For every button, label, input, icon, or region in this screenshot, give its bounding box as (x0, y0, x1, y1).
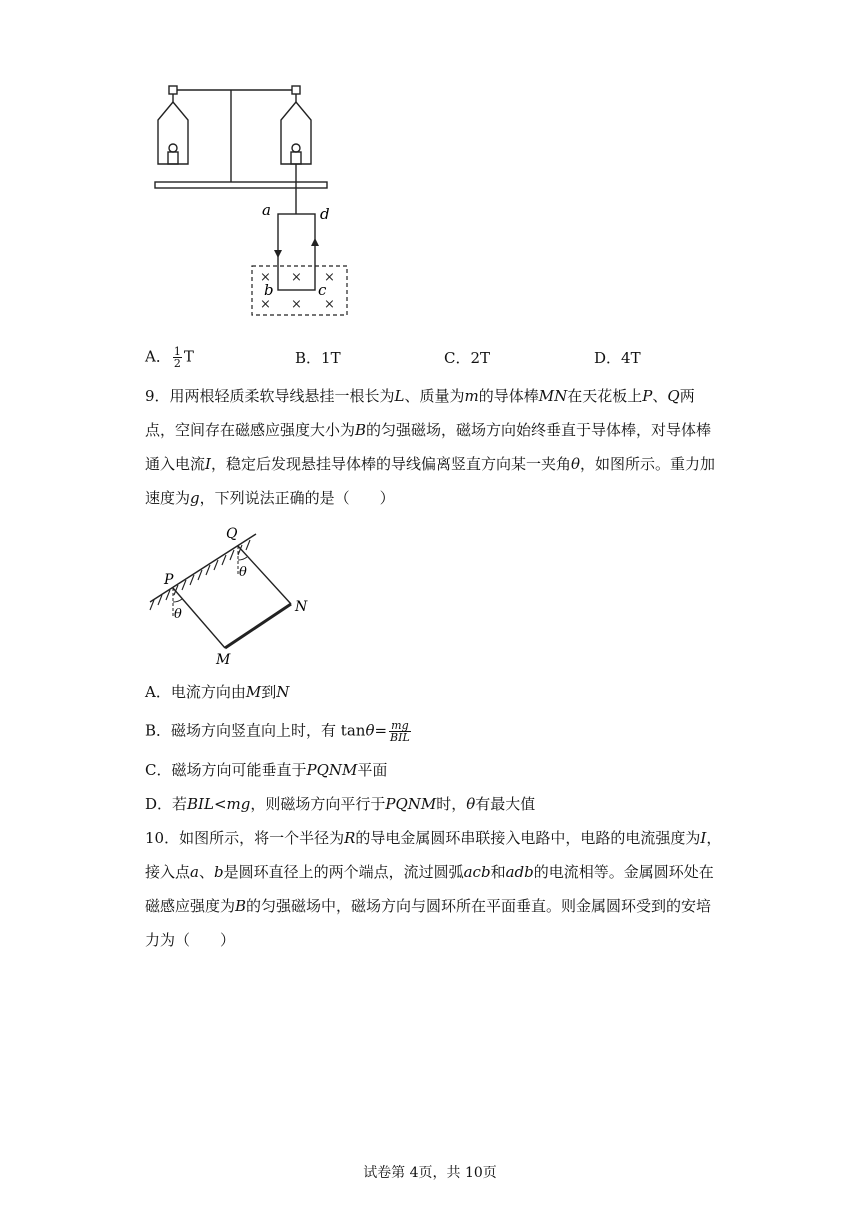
text: ， (706, 829, 722, 847)
text: 的导电金属圆环串联接入电路中，电路的电流强度为 (355, 829, 701, 847)
var-B: B (355, 421, 367, 439)
var-adb: adb (505, 863, 534, 881)
field-cross: × (260, 270, 271, 285)
text: 速度为 (145, 489, 191, 507)
q8-option-d: D．4T (594, 349, 641, 367)
label-theta: θ (239, 565, 247, 580)
text: 两 (679, 387, 695, 405)
var-I: I (205, 455, 211, 473)
text: D．若 (145, 795, 188, 813)
var-acb: acb (463, 863, 491, 881)
var-a: a (190, 863, 199, 881)
q8-option-a (145, 346, 194, 369)
var-theta: θ (466, 795, 476, 813)
expr: BIL<mg (187, 795, 251, 813)
denominator: 2 (173, 357, 181, 370)
numerator: mg (389, 720, 411, 732)
field-cross: × (324, 297, 335, 312)
q10-line-3 (145, 896, 711, 916)
var-M: M (245, 683, 262, 701)
label-b: b (264, 281, 274, 299)
var-I: I (700, 829, 707, 847)
q9-line-1 (145, 386, 695, 406)
var-g: g (190, 489, 200, 507)
q10-line-1 (145, 828, 721, 848)
text: 平面 (357, 761, 388, 779)
label-P: P (164, 572, 174, 588)
fraction (173, 346, 182, 369)
text: 的导体棒 (478, 387, 539, 405)
field-cross: × (291, 270, 302, 285)
var-B: B (235, 897, 247, 915)
text: 时， (436, 795, 467, 813)
text: 通入电流 (145, 455, 206, 473)
option-prefix: A． (145, 347, 171, 366)
q10-line-4: 力为（ ） (145, 931, 236, 949)
var-PQNM: PQNM (385, 795, 437, 813)
text: 到 (261, 683, 277, 701)
label-M: M (216, 652, 231, 668)
text: 9．用两根轻质柔软导线悬挂一根长为 (145, 387, 395, 405)
var-R: R (344, 829, 356, 847)
denominator: BIL (390, 731, 410, 744)
text: ，下列说法正确的是（ ） (199, 489, 395, 507)
numerator: 1 (173, 345, 181, 358)
label-Q: Q (226, 526, 238, 542)
q8-option-b: B．1T (295, 349, 341, 367)
var-N: N (276, 683, 290, 701)
q8-option-c: C．2T (444, 349, 491, 367)
page-footer: 试卷第 4页，共 10页 (363, 1165, 497, 1181)
q9-option-c (145, 760, 387, 780)
text: 10．如图所示，将一个半径为 (145, 829, 345, 847)
var-b: b (213, 863, 224, 881)
text: 、 (652, 387, 668, 405)
var-PQNM: PQNM (306, 761, 358, 779)
q9-option-a (145, 682, 289, 702)
text: ，如图所示。重力加 (580, 455, 716, 473)
q9-option-d (145, 794, 535, 814)
q9-line-3 (145, 454, 715, 474)
text: 、质量为 (404, 387, 465, 405)
var-m: m (464, 387, 479, 405)
fraction (389, 720, 411, 743)
var-P: P (642, 387, 653, 405)
var-theta: θ (570, 455, 580, 473)
var-Q: Q (667, 387, 680, 405)
text: ，则磁场方向平行于 (250, 795, 386, 813)
label-theta: θ (174, 607, 182, 622)
unit: T (183, 347, 194, 366)
text: C．磁场方向可能垂直于 (145, 761, 307, 779)
text: = (374, 721, 388, 740)
var-theta: θ (365, 721, 375, 740)
text: 的电流相等。金属圆环处在 (533, 863, 714, 881)
label-a: a (262, 201, 271, 219)
text: ，稳定后发现悬挂导体棒的导线偏离竖直方向某一夹角 (210, 455, 571, 473)
text: 接入点 (145, 863, 191, 881)
label-d: d (320, 205, 330, 223)
field-cross: × (291, 297, 302, 312)
text: 的匀强磁场，磁场方向始终垂直于导体棒，对导体棒 (366, 421, 712, 439)
field-cross: × (260, 297, 271, 312)
text: 磁感应强度为 (145, 897, 236, 915)
text: 有最大值 (475, 795, 536, 813)
q10-line-2 (145, 862, 714, 882)
text: 、 (198, 863, 214, 881)
text: A．电流方向由 (145, 683, 246, 701)
var-L: L (394, 387, 405, 405)
hanging-rod-figure (140, 520, 320, 670)
label-c: c (318, 281, 327, 299)
q9-line-4 (145, 488, 395, 508)
label-N: N (295, 599, 308, 615)
text: 在天花板上 (567, 387, 643, 405)
text: 点，空间存在磁感应强度大小为 (145, 421, 356, 439)
text: 的匀强磁场中，磁场方向与圆环所在平面垂直。则金属圆环受到的安培 (246, 897, 712, 915)
var-MN: MN (538, 387, 568, 405)
q9-line-2 (145, 420, 711, 440)
field-cross: × (324, 270, 335, 285)
text: B．磁场方向竖直向上时，有 tan (145, 721, 366, 740)
text: 和 (490, 863, 506, 881)
balance-figure (150, 82, 360, 322)
text: 是圆环直径上的两个端点，流过圆弧 (223, 863, 464, 881)
q9-option-b (145, 720, 413, 743)
